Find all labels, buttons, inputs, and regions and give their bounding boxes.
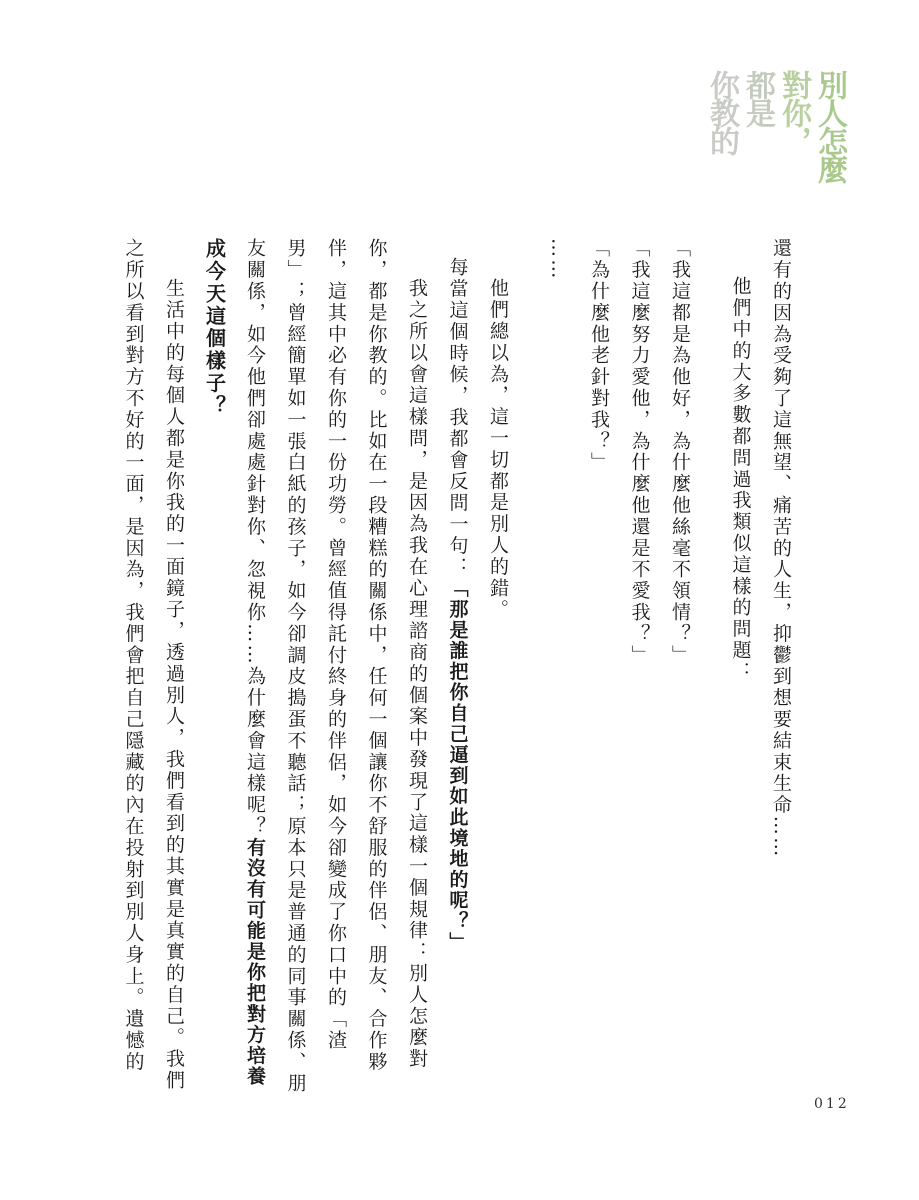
text-line: [437, 238, 478, 1118]
text-line: 男」；曾經簡單如一張白紙的孩子，如今卻調皮搗蛋不聽話；原本只是普通的同事關係、朋: [284, 238, 307, 1094]
text-line: 你，都是你教的。比如在一段糟糕的關係中，任何一個讓你不舒服的伴侶、朋友、合作夥: [365, 238, 388, 1073]
text-line: 伴，這其中必有你的一份功勞。曾經值得託付終身的伴侶，如今卻變成了你口中的「渣: [325, 238, 347, 1052]
emphasis-question: 有沒有可能是你把對方培養: [244, 837, 266, 1087]
text-line: 他們中的大多數都問過我類似這樣的問題：: [729, 276, 752, 683]
header-title-line: 你教的: [704, 70, 739, 154]
paragraph-gap: [700, 238, 720, 1118]
text-line: 生活中的每個人都是你我的一面鏡子，透過別人，我們看到的其實是真實的自己。我們: [163, 278, 185, 1092]
emphasis-question: 「那是誰把你自己逼到如此境地的呢？」: [446, 578, 469, 953]
header-title-line: 對你，: [776, 70, 811, 154]
ellipsis-line: ……: [547, 238, 570, 281]
paragraph-gap: [518, 238, 538, 1118]
text-segment: 友關係，如今他們卻處處針對你、忽視你……為什麼會這樣呢？: [244, 238, 266, 838]
page-number: 012: [814, 1096, 850, 1112]
text-line: 他們總以為，這一切都是別人的錯。: [487, 278, 509, 621]
quote-line: 「我這都是為他好，為什麼他絲毫不領情？」: [669, 238, 691, 666]
header-title-line: 都是: [740, 70, 775, 126]
emphasis-question-end: 成今天這個樣子？: [202, 238, 227, 418]
text-line: 還有的因為受夠了這無望、痛苦的人生，抑鬱到想要結束生命……: [770, 238, 792, 859]
body-text: [101, 238, 801, 1118]
header-title-line: 別人怎麼: [812, 70, 847, 182]
text-line: 之所以看到對方不好的一面，是因為，我們會把自己隱藏的內在投射到別人身上。遺憾的: [122, 238, 145, 1073]
quote-line: 「我這麼努力愛他，為什麼他還是不愛我？」: [628, 238, 651, 666]
ask-back-text: 每當這個時候，我都會反問一句：: [446, 257, 469, 578]
text-line: 我之所以會這樣問，是因為我在心理諮商的個案中發現了這樣一個規律：別人怎麼對: [406, 278, 428, 1070]
running-header-title: [703, 70, 847, 182]
text-line: [235, 238, 276, 1118]
quote-line: 「為什麼他老針對我？」: [588, 238, 610, 474]
